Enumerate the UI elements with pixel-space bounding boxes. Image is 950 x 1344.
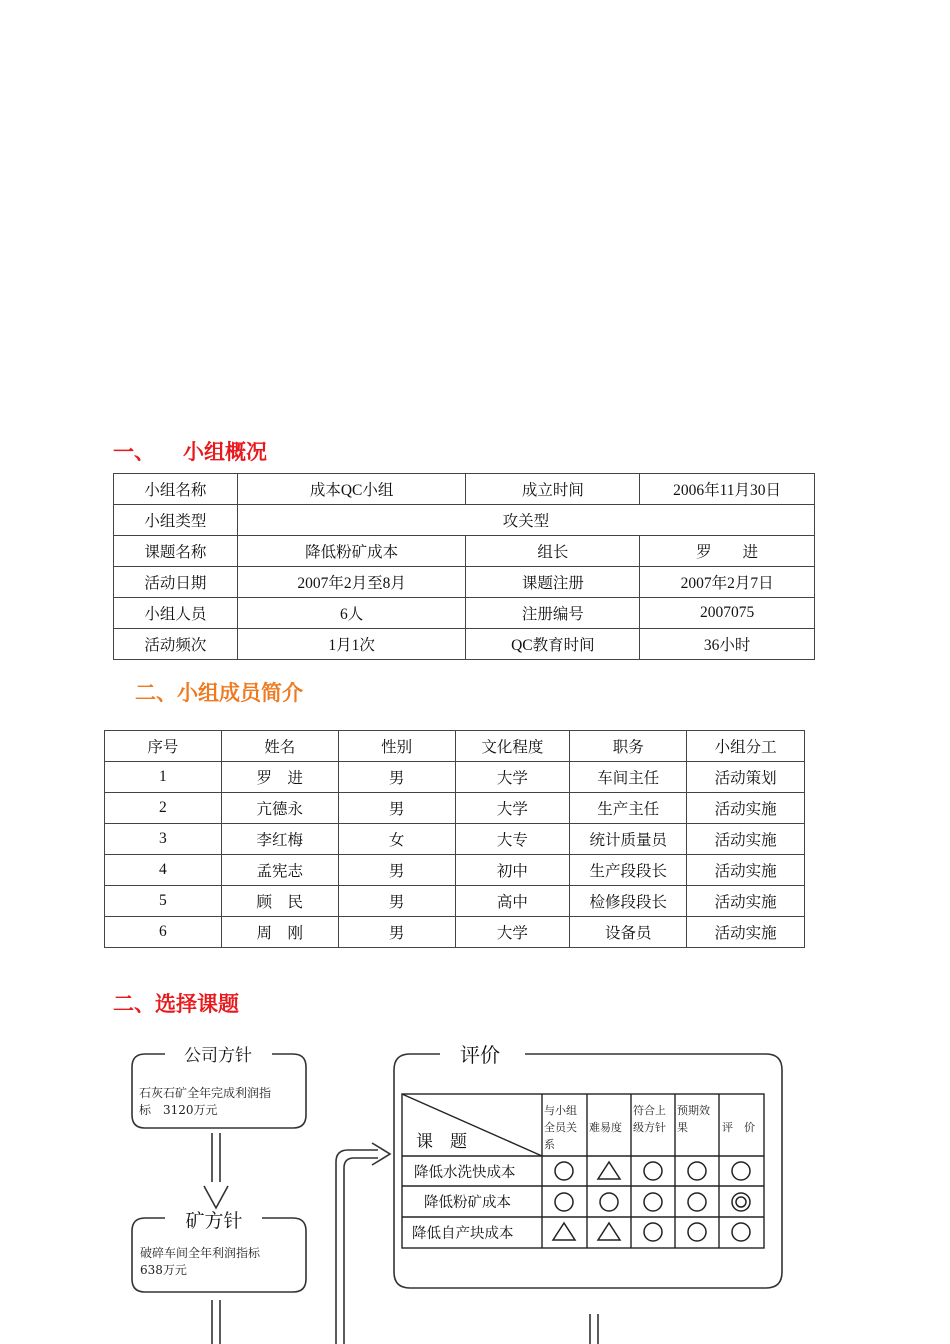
table-cell: QC教育时间 — [466, 629, 640, 660]
table-cell: 组长 — [466, 536, 640, 567]
table-cell: 活动实施 — [687, 886, 805, 917]
table-cell: 1月1次 — [237, 629, 466, 660]
table-cell: 2007年2月7日 — [640, 567, 815, 598]
table-cell: 2 — [105, 793, 222, 824]
column-header: 职务 — [570, 731, 687, 762]
table-cell: 顾 民 — [221, 886, 338, 917]
col-header-policy-l1: 符合上 — [633, 1104, 666, 1117]
table-cell: 课题名称 — [114, 536, 238, 567]
table-cell: 2007075 — [640, 598, 815, 629]
arrow-to-evaluation — [336, 1143, 390, 1344]
section-heading-topic-selection: 二、选择课题 — [113, 992, 239, 1016]
table-cell: 活动实施 — [687, 917, 805, 948]
triangle-mark — [553, 1223, 575, 1240]
table-cell: 2006年11月30日 — [640, 474, 815, 505]
table-cell: 亢德永 — [221, 793, 338, 824]
table-cell: 1 — [105, 762, 222, 793]
evaluation-marks — [553, 1162, 750, 1241]
table-cell: 5 — [105, 886, 222, 917]
table-cell: 统计质量员 — [570, 824, 687, 855]
circle-mark — [644, 1162, 662, 1180]
table-cell: 活动实施 — [687, 824, 805, 855]
triangle-mark — [598, 1162, 620, 1179]
circle-mark — [555, 1193, 573, 1211]
table-cell: 生产主任 — [570, 793, 687, 824]
topic-label: 降低自产块成本 — [412, 1226, 514, 1242]
table-cell: 成本QC小组 — [237, 474, 466, 505]
mine-policy-line2: 638万元 — [140, 1263, 187, 1277]
down-arrow-3 — [590, 1314, 598, 1344]
table-cell: 活动策划 — [687, 762, 805, 793]
table-cell: 活动日期 — [114, 567, 238, 598]
evaluation-corner-label: 课 题 — [416, 1132, 467, 1152]
down-arrow-1 — [204, 1133, 228, 1208]
topic-label: 降低粉矿成本 — [424, 1195, 511, 1211]
col-header-relation-l3: 系 — [544, 1138, 555, 1151]
table-cell: 36小时 — [640, 629, 815, 660]
table-cell: 活动实施 — [687, 793, 805, 824]
table-cell: 男 — [338, 917, 455, 948]
circle-mark — [600, 1193, 618, 1211]
table-cell: 成立时间 — [466, 474, 640, 505]
table-cell: 降低粉矿成本 — [237, 536, 466, 567]
table-cell: 罗 进 — [221, 762, 338, 793]
table-cell: 男 — [338, 855, 455, 886]
col-header-policy-l2: 级方针 — [633, 1121, 666, 1134]
table-cell: 活动实施 — [687, 855, 805, 886]
col-header-relation-l1: 与小组 — [544, 1104, 577, 1117]
section-heading-members: 二、小组成员简介 — [135, 681, 303, 705]
circle-mark — [688, 1223, 706, 1241]
col-header-relation-l2: 全员关 — [544, 1121, 577, 1134]
table-cell: 罗 进 — [640, 536, 815, 567]
col-header-effect-l2: 果 — [677, 1121, 688, 1134]
table-cell: 大专 — [455, 824, 570, 855]
triangle-mark — [598, 1223, 620, 1240]
table-cell: 小组名称 — [114, 474, 238, 505]
table-cell: 车间主任 — [570, 762, 687, 793]
table-cell: 大学 — [455, 762, 570, 793]
circle-mark — [732, 1162, 750, 1180]
table-cell: 男 — [338, 886, 455, 917]
table-cell: 男 — [338, 793, 455, 824]
company-policy-line1: 石灰石矿全年完成利润指 — [139, 1086, 272, 1100]
double-circle-mark — [732, 1193, 750, 1211]
column-header: 性别 — [338, 731, 455, 762]
table-cell: 大学 — [455, 793, 570, 824]
evaluation-title: 评价 — [460, 1043, 500, 1067]
table-cell: 高中 — [455, 886, 570, 917]
topic-label: 降低水洗快成本 — [414, 1165, 516, 1181]
col-header-effect-l1: 预期效 — [677, 1104, 710, 1117]
table-cell: 4 — [105, 855, 222, 886]
section-number: 一、 — [113, 440, 155, 464]
table-cell: 女 — [338, 824, 455, 855]
table-cell: 李红梅 — [221, 824, 338, 855]
table-cell: 注册编号 — [466, 598, 640, 629]
circle-mark — [644, 1193, 662, 1211]
table-cell: 6人 — [237, 598, 466, 629]
col-header-evaluation: 评 价 — [722, 1121, 755, 1134]
circle-mark — [732, 1223, 750, 1241]
down-arrow-2 — [212, 1300, 220, 1344]
column-header: 小组分工 — [687, 731, 805, 762]
table-cell: 3 — [105, 824, 222, 855]
column-header: 姓名 — [221, 731, 338, 762]
table-cell: 小组类型 — [114, 505, 238, 536]
mine-policy-line1: 破碎车间全年利润指标 — [140, 1246, 261, 1260]
mine-policy-title: 矿方针 — [185, 1210, 243, 1232]
table-cell: 大学 — [455, 917, 570, 948]
table-cell: 初中 — [455, 855, 570, 886]
company-policy-line2: 标 3120万元 — [139, 1103, 218, 1117]
table-cell: 活动频次 — [114, 629, 238, 660]
table-cell: 2007年2月至8月 — [237, 567, 466, 598]
company-policy-title: 公司方针 — [184, 1046, 252, 1066]
col-header-difficulty: 难易度 — [589, 1121, 622, 1134]
circle-mark — [644, 1223, 662, 1241]
section-title: 小组概况 — [183, 440, 267, 464]
table-cell: 生产段段长 — [570, 855, 687, 886]
table-cell: 孟宪志 — [221, 855, 338, 886]
column-header: 序号 — [105, 731, 222, 762]
column-header: 文化程度 — [455, 731, 570, 762]
double-circle-inner — [736, 1197, 746, 1207]
table-cell: 攻关型 — [237, 505, 814, 536]
circle-mark — [688, 1162, 706, 1180]
table-cell: 男 — [338, 762, 455, 793]
circle-mark — [688, 1193, 706, 1211]
table-cell: 设备员 — [570, 917, 687, 948]
circle-mark — [555, 1162, 573, 1180]
table-cell: 6 — [105, 917, 222, 948]
table-cell: 检修段段长 — [570, 886, 687, 917]
table-cell: 小组人员 — [114, 598, 238, 629]
table-cell: 周 刚 — [221, 917, 338, 948]
table-cell: 课题注册 — [466, 567, 640, 598]
